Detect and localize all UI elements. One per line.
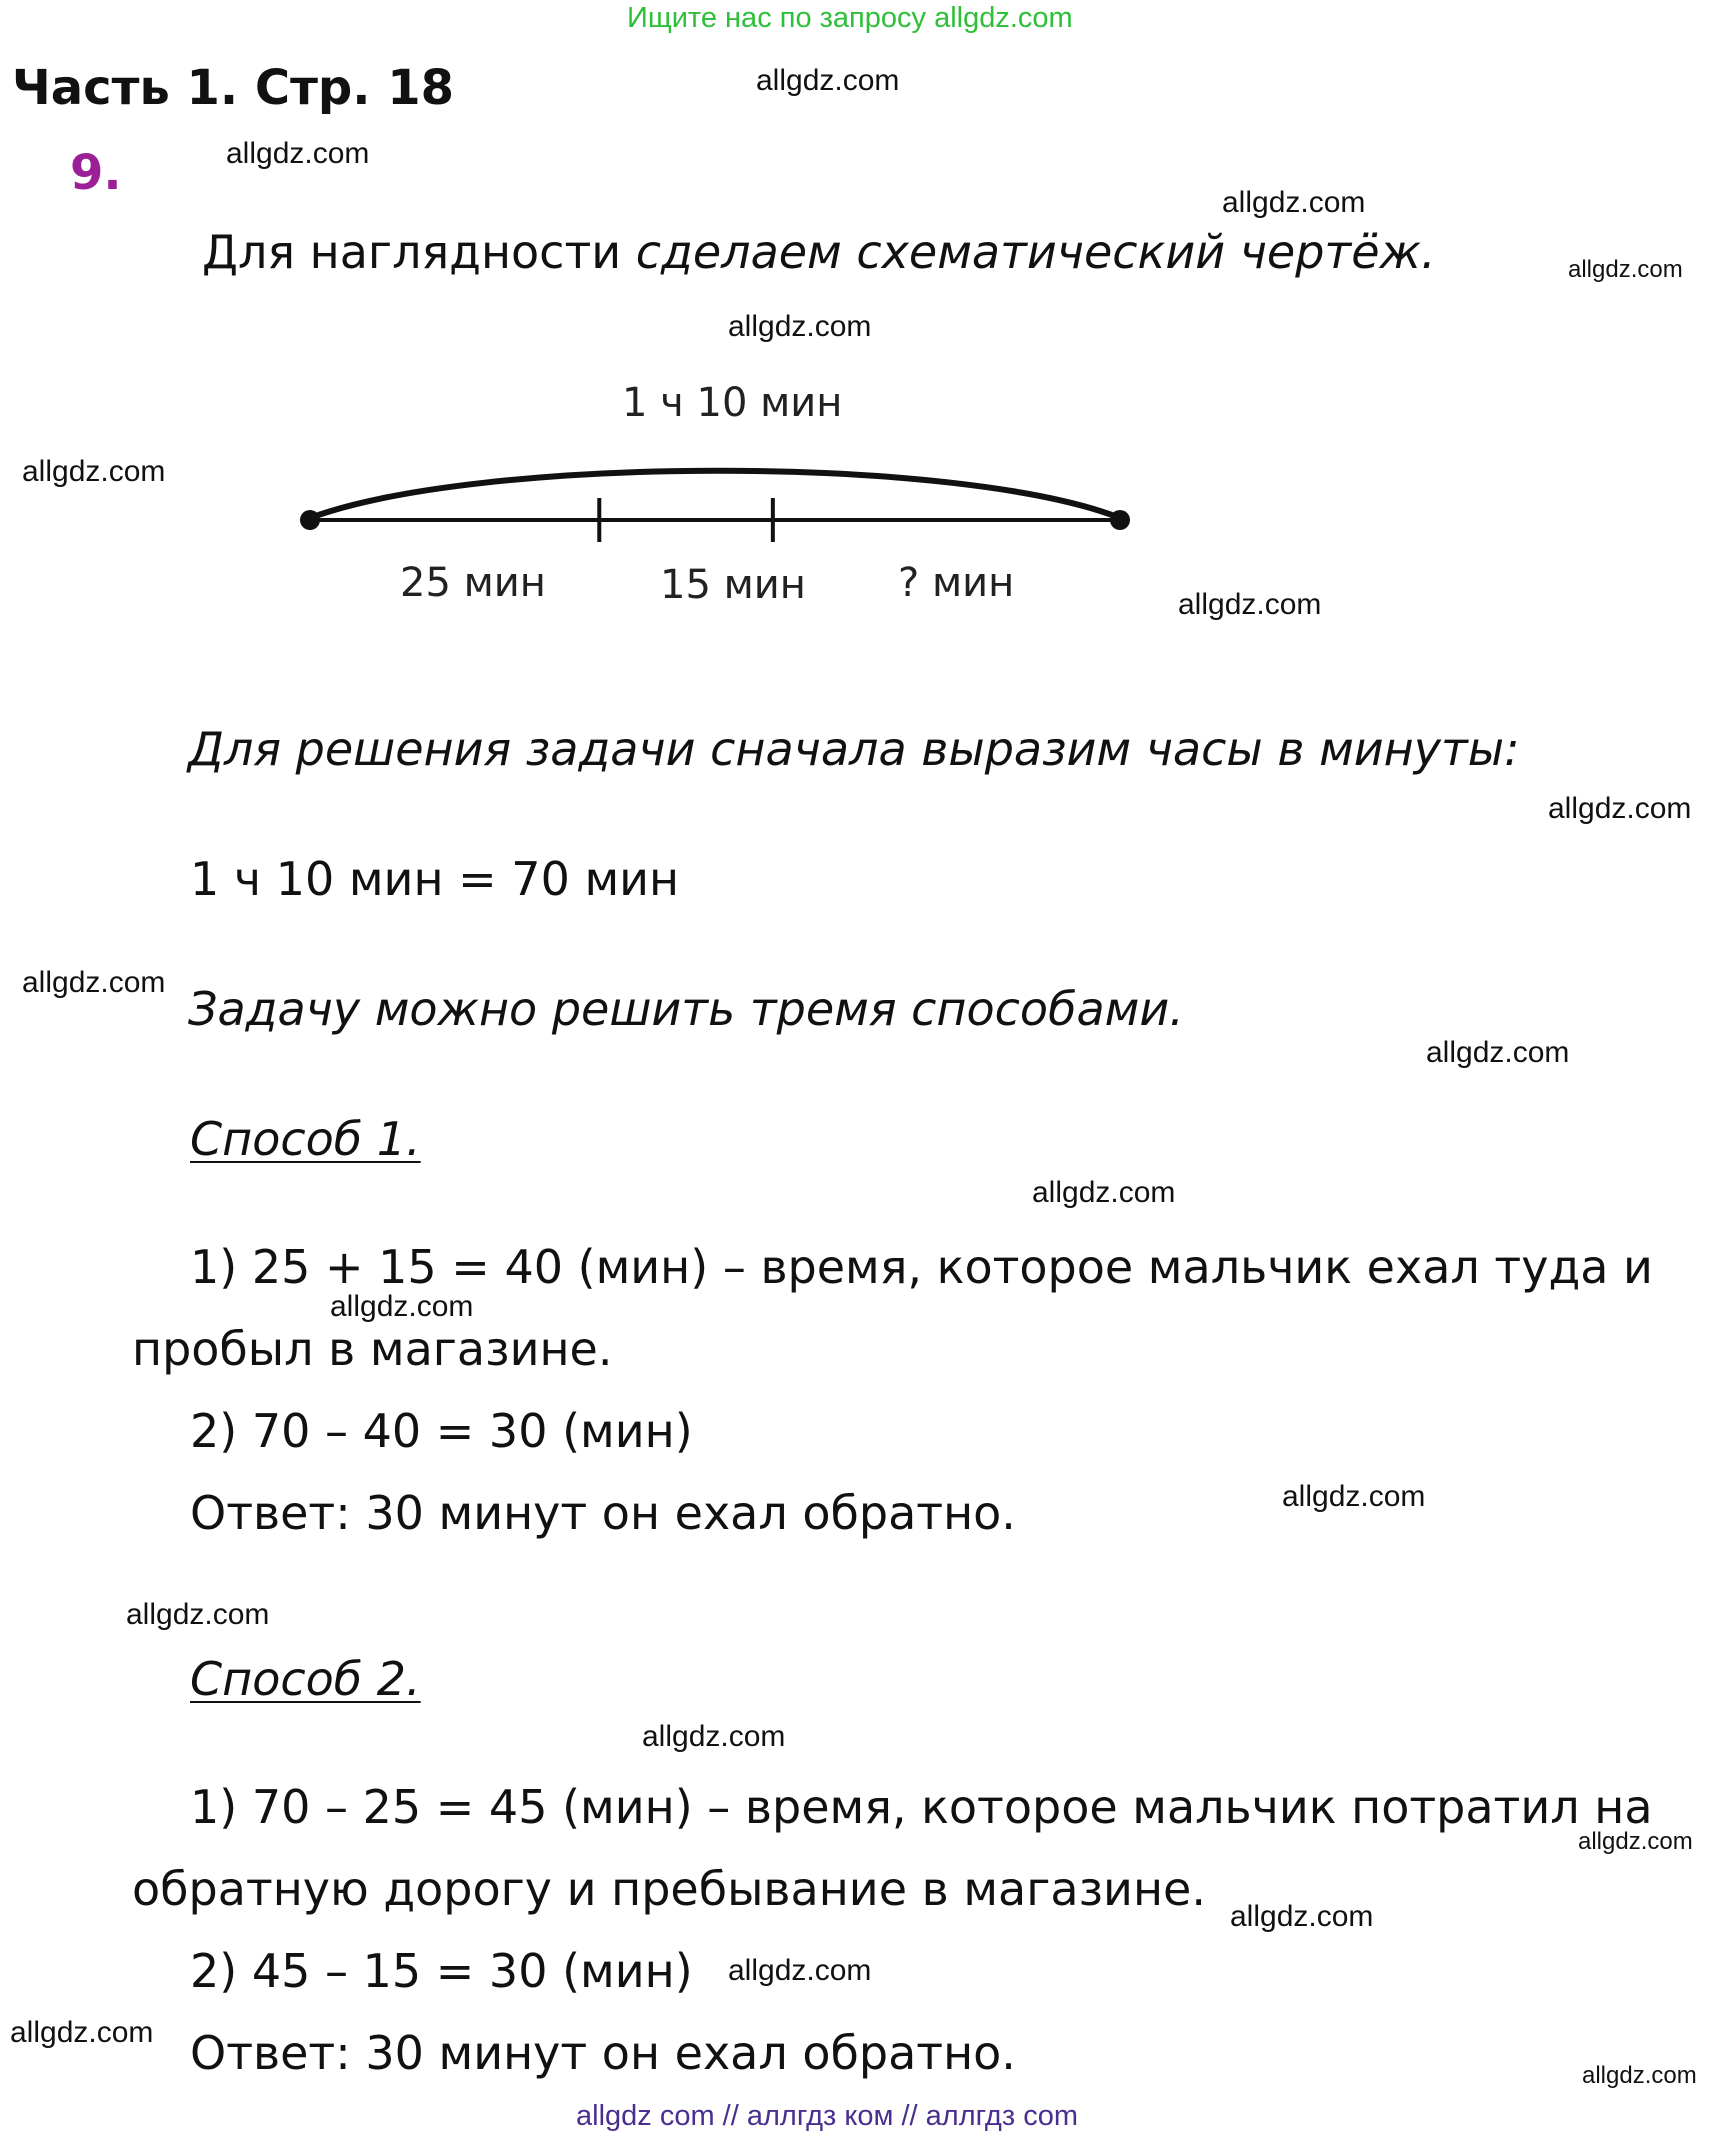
- segment-label-2: 15 мин: [660, 562, 806, 608]
- watermark: allgdz.com: [22, 455, 166, 488]
- conversion-line: 1 ч 10 мин = 70 мин: [190, 852, 680, 906]
- watermark: allgdz.com: [1426, 1036, 1570, 1069]
- watermark: allgdz.com: [642, 1720, 786, 1753]
- method1-step1-line1: 1) 25 + 15 = 40 (мин) – время, которое мальчик ехал туда и: [190, 1240, 1653, 1294]
- method2-step2: 2) 45 – 15 = 30 (мин): [190, 1944, 693, 1998]
- watermark: allgdz.com: [1178, 588, 1322, 621]
- right-endpoint: [1110, 510, 1130, 530]
- method1-answer: Ответ: 30 минут он ехал обратно.: [190, 1486, 1016, 1540]
- task-number: 9.: [70, 145, 122, 201]
- watermark: allgdz.com: [330, 1290, 474, 1323]
- method2-step1-line1: 1) 70 – 25 = 45 (мин) – время, которое мальчик потратил на: [190, 1780, 1653, 1834]
- watermark: allgdz.com: [1230, 1900, 1374, 1933]
- watermark: allgdz.com: [1568, 256, 1683, 283]
- method1-step1-line2: пробыл в магазине.: [132, 1322, 613, 1376]
- intro-italic: сделаем схематический чертёж.: [635, 225, 1436, 279]
- watermark: allgdz.com: [126, 1598, 270, 1631]
- diagram-total-label: 1 ч 10 мин: [622, 380, 843, 426]
- step-intro: Для решения задачи сначала выразим часы в минуты:: [188, 722, 1520, 776]
- page-title: Часть 1. Стр. 18: [12, 60, 455, 116]
- watermark: allgdz.com: [1582, 2062, 1697, 2089]
- watermark: allgdz.com: [1548, 792, 1692, 825]
- left-endpoint: [300, 510, 320, 530]
- intro-plain: Для наглядности: [202, 225, 636, 279]
- method2-title: Способ 2.: [190, 1652, 421, 1706]
- watermark: allgdz.com: [10, 2016, 154, 2049]
- watermark: allgdz.com: [1578, 1828, 1693, 1855]
- method2-answer: Ответ: 30 минут он ехал обратно.: [190, 2026, 1016, 2080]
- watermark: allgdz.com: [1282, 1480, 1426, 1513]
- method1-step2: 2) 70 – 40 = 30 (мин): [190, 1404, 693, 1458]
- watermark: allgdz.com: [728, 1954, 872, 1987]
- footer-links[interactable]: allgdz com // аллгдз ком // аллгдз com: [576, 2100, 1078, 2132]
- segment-label-3: ? мин: [898, 560, 1015, 606]
- segment-label-1: 25 мин: [400, 560, 546, 606]
- watermark: allgdz.com: [1032, 1176, 1176, 1209]
- ways-intro: Задачу можно решить тремя способами.: [188, 982, 1184, 1036]
- total-brace-arc: [310, 471, 1120, 518]
- top-banner[interactable]: Ищите нас по запросу allgdz.com: [627, 2, 1073, 34]
- watermark: allgdz.com: [22, 966, 166, 999]
- intro-line: [202, 225, 1436, 279]
- watermark: allgdz.com: [756, 64, 900, 97]
- watermark: allgdz.com: [728, 310, 872, 343]
- watermark: allgdz.com: [1222, 186, 1366, 219]
- watermark: allgdz.com: [226, 137, 370, 170]
- method1-title: Способ 1.: [190, 1112, 421, 1166]
- method2-step1-line2: обратную дорогу и пребывание в магазине.: [132, 1862, 1206, 1916]
